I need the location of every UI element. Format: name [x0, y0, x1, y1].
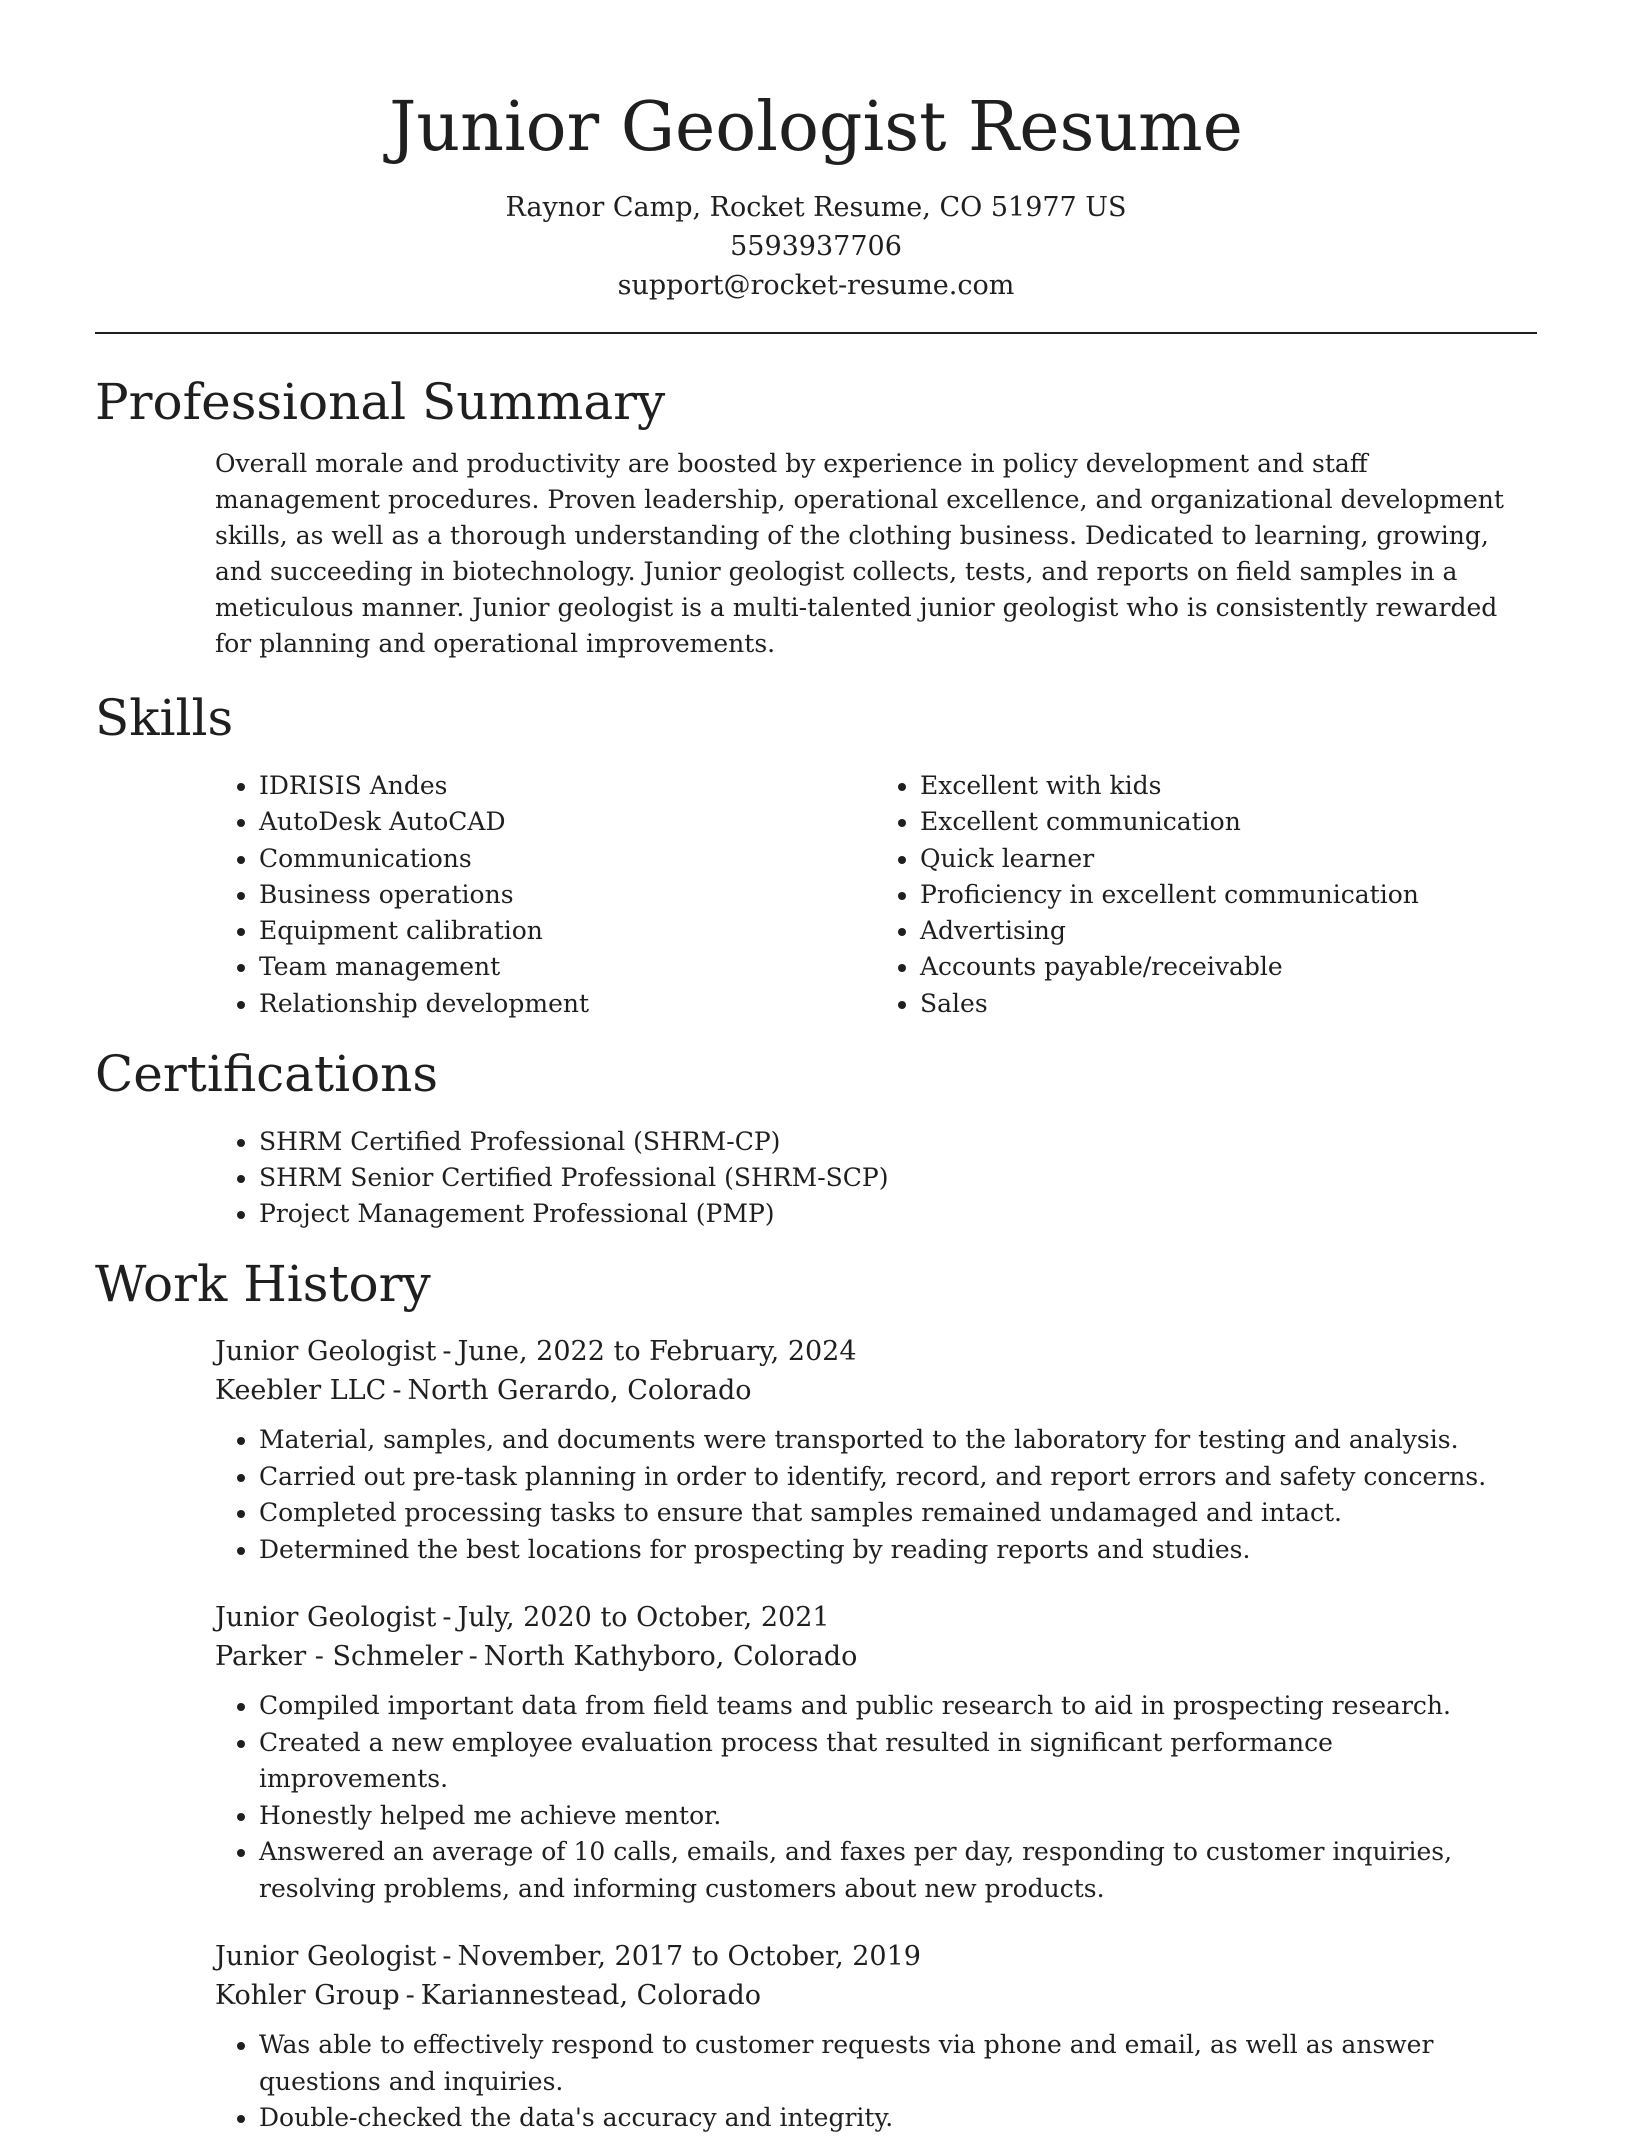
job-location: North Gerardo, Colorado [407, 1375, 752, 1407]
job-bullet: • Answered an average of 10 calls, emails, and faxes per day, responding to customer inquiries, resolving problems, and informing customers about new products. [259, 1834, 1499, 1907]
skill-item: • Quick learner [920, 841, 1537, 877]
job-title: Junior Geologist [215, 1602, 437, 1634]
header-divider [95, 332, 1537, 334]
skill-item: • Excellent with kids [920, 768, 1537, 804]
certification-item: • Project Management Professional (PMP) [259, 1196, 1537, 1232]
resume-header [95, 0, 1537, 305]
certifications-list [215, 1124, 1537, 1232]
job-title: Junior Geologist [215, 1941, 437, 1973]
skill-item: • Relationship development [259, 986, 876, 1022]
job-separator: - [392, 1375, 402, 1407]
job-dates: June, 2022 to February, 2024 [457, 1336, 857, 1368]
certification-item: • SHRM Certified Professional (SHRM-CP) [259, 1124, 1537, 1160]
contact-email: support@rocket-resume.com [617, 270, 1015, 301]
job-entry [215, 1332, 1537, 1568]
job-location: North Kathyboro, Colorado [483, 1641, 858, 1673]
certification-item: • SHRM Senior Certified Professional (SHRM-SCP) [259, 1160, 1537, 1196]
job-bullet: • Material, samples, and documents were transported to the laboratory for testing and analysis. [259, 1422, 1499, 1459]
resume-title: Junior Geologist Resume [389, 88, 1243, 167]
skills-heading: Skills [95, 689, 234, 747]
skill-item: • Accounts payable/receivable [920, 949, 1537, 985]
professional-summary-text: Overall morale and productivity are boosted by experience in policy development and staff management procedures. Proven leadership, operational excellence, and organizational development skills, as well as a thorough understanding of the clothing business. Dedicated to learning, growing, and succeeding in biotechnology. Junior geologist collects, tests, and reports on field samples in a meticulous manner. Junior geologist is a multi-talented junior geologist who is consistently rewarded for planning and operational improvements. [215, 449, 1504, 658]
certifications-section [95, 1044, 1537, 1232]
job-separator: - [442, 1941, 452, 1973]
certifications-heading: Certifications [95, 1045, 439, 1104]
skill-item: • Sales [920, 986, 1537, 1022]
job-title-line [215, 1332, 1537, 1371]
skills-section [95, 688, 1537, 1022]
skill-item: • AutoDesk AutoCAD [259, 804, 876, 840]
skill-item: • Communications [259, 841, 876, 877]
job-company-line [215, 1371, 1537, 1410]
skill-item: • Team management [259, 949, 876, 985]
work-history-heading: Work History [95, 1255, 431, 1314]
job-dates: November, 2017 to October, 2019 [457, 1941, 921, 1973]
contact-phone: 5593937706 [730, 231, 902, 262]
job-responsibilities [215, 1688, 1499, 1907]
job-title-line [215, 1937, 1537, 1976]
professional-summary-section [95, 372, 1537, 662]
job-entry [215, 1937, 1537, 2137]
job-dates: July, 2020 to October, 2021 [457, 1602, 830, 1634]
skills-list-left [215, 768, 876, 1022]
skill-item: • Excellent communication [920, 804, 1537, 840]
skill-item: • IDRISIS Andes [259, 768, 876, 804]
professional-summary-heading: Professional Summary [95, 373, 666, 431]
job-bullet: • Carried out pre-task planning in order to identify, record, and report errors and safety concerns. [259, 1459, 1499, 1496]
job-entry [215, 1598, 1537, 1907]
job-separator: - [442, 1602, 452, 1634]
job-bullet: • Completed processing tasks to ensure that samples remained undamaged and intact. [259, 1495, 1499, 1532]
job-company-line [215, 1637, 1537, 1676]
job-title: Junior Geologist [215, 1336, 437, 1368]
job-location: Kariannestead, Colorado [420, 1980, 761, 2012]
skills-list-right [876, 768, 1537, 1022]
job-responsibilities [215, 1422, 1499, 1568]
skill-item: • Advertising [920, 913, 1537, 949]
job-bullet: • Compiled important data from field teams and public research to aid in prospecting research. [259, 1688, 1499, 1725]
job-title-line [215, 1598, 1537, 1637]
job-company: Kohler Group [215, 1980, 400, 2012]
job-company: Keebler LLC [215, 1375, 387, 1407]
work-history-section [95, 1254, 1537, 2137]
skill-item: • Proficiency in excellent communication [920, 877, 1537, 913]
contact-info [95, 188, 1537, 305]
skill-item: • Equipment calibration [259, 913, 876, 949]
job-bullet: • Double-checked the data's accuracy and integrity. [259, 2100, 1499, 2137]
job-separator: - [442, 1336, 452, 1368]
job-separator: - [405, 1980, 415, 2012]
skill-item: • Business operations [259, 877, 876, 913]
job-bullet: • Determined the best locations for prospecting by reading reports and studies. [259, 1532, 1499, 1569]
job-bullet: • Created a new employee evaluation process that resulted in significant performance improvements. [259, 1725, 1499, 1798]
job-company: Parker - Schmeler [215, 1641, 463, 1673]
contact-address: Raynor Camp, Rocket Resume, CO 51977 US [505, 192, 1127, 223]
job-responsibilities [215, 2027, 1499, 2137]
job-separator: - [468, 1641, 478, 1673]
job-bullet: • Was able to effectively respond to customer requests via phone and email, as well as answer questions and inquiries. [259, 2027, 1499, 2100]
job-bullet: • Honestly helped me achieve mentor. [259, 1798, 1499, 1835]
job-company-line [215, 1976, 1537, 2015]
skills-columns [95, 768, 1537, 1022]
